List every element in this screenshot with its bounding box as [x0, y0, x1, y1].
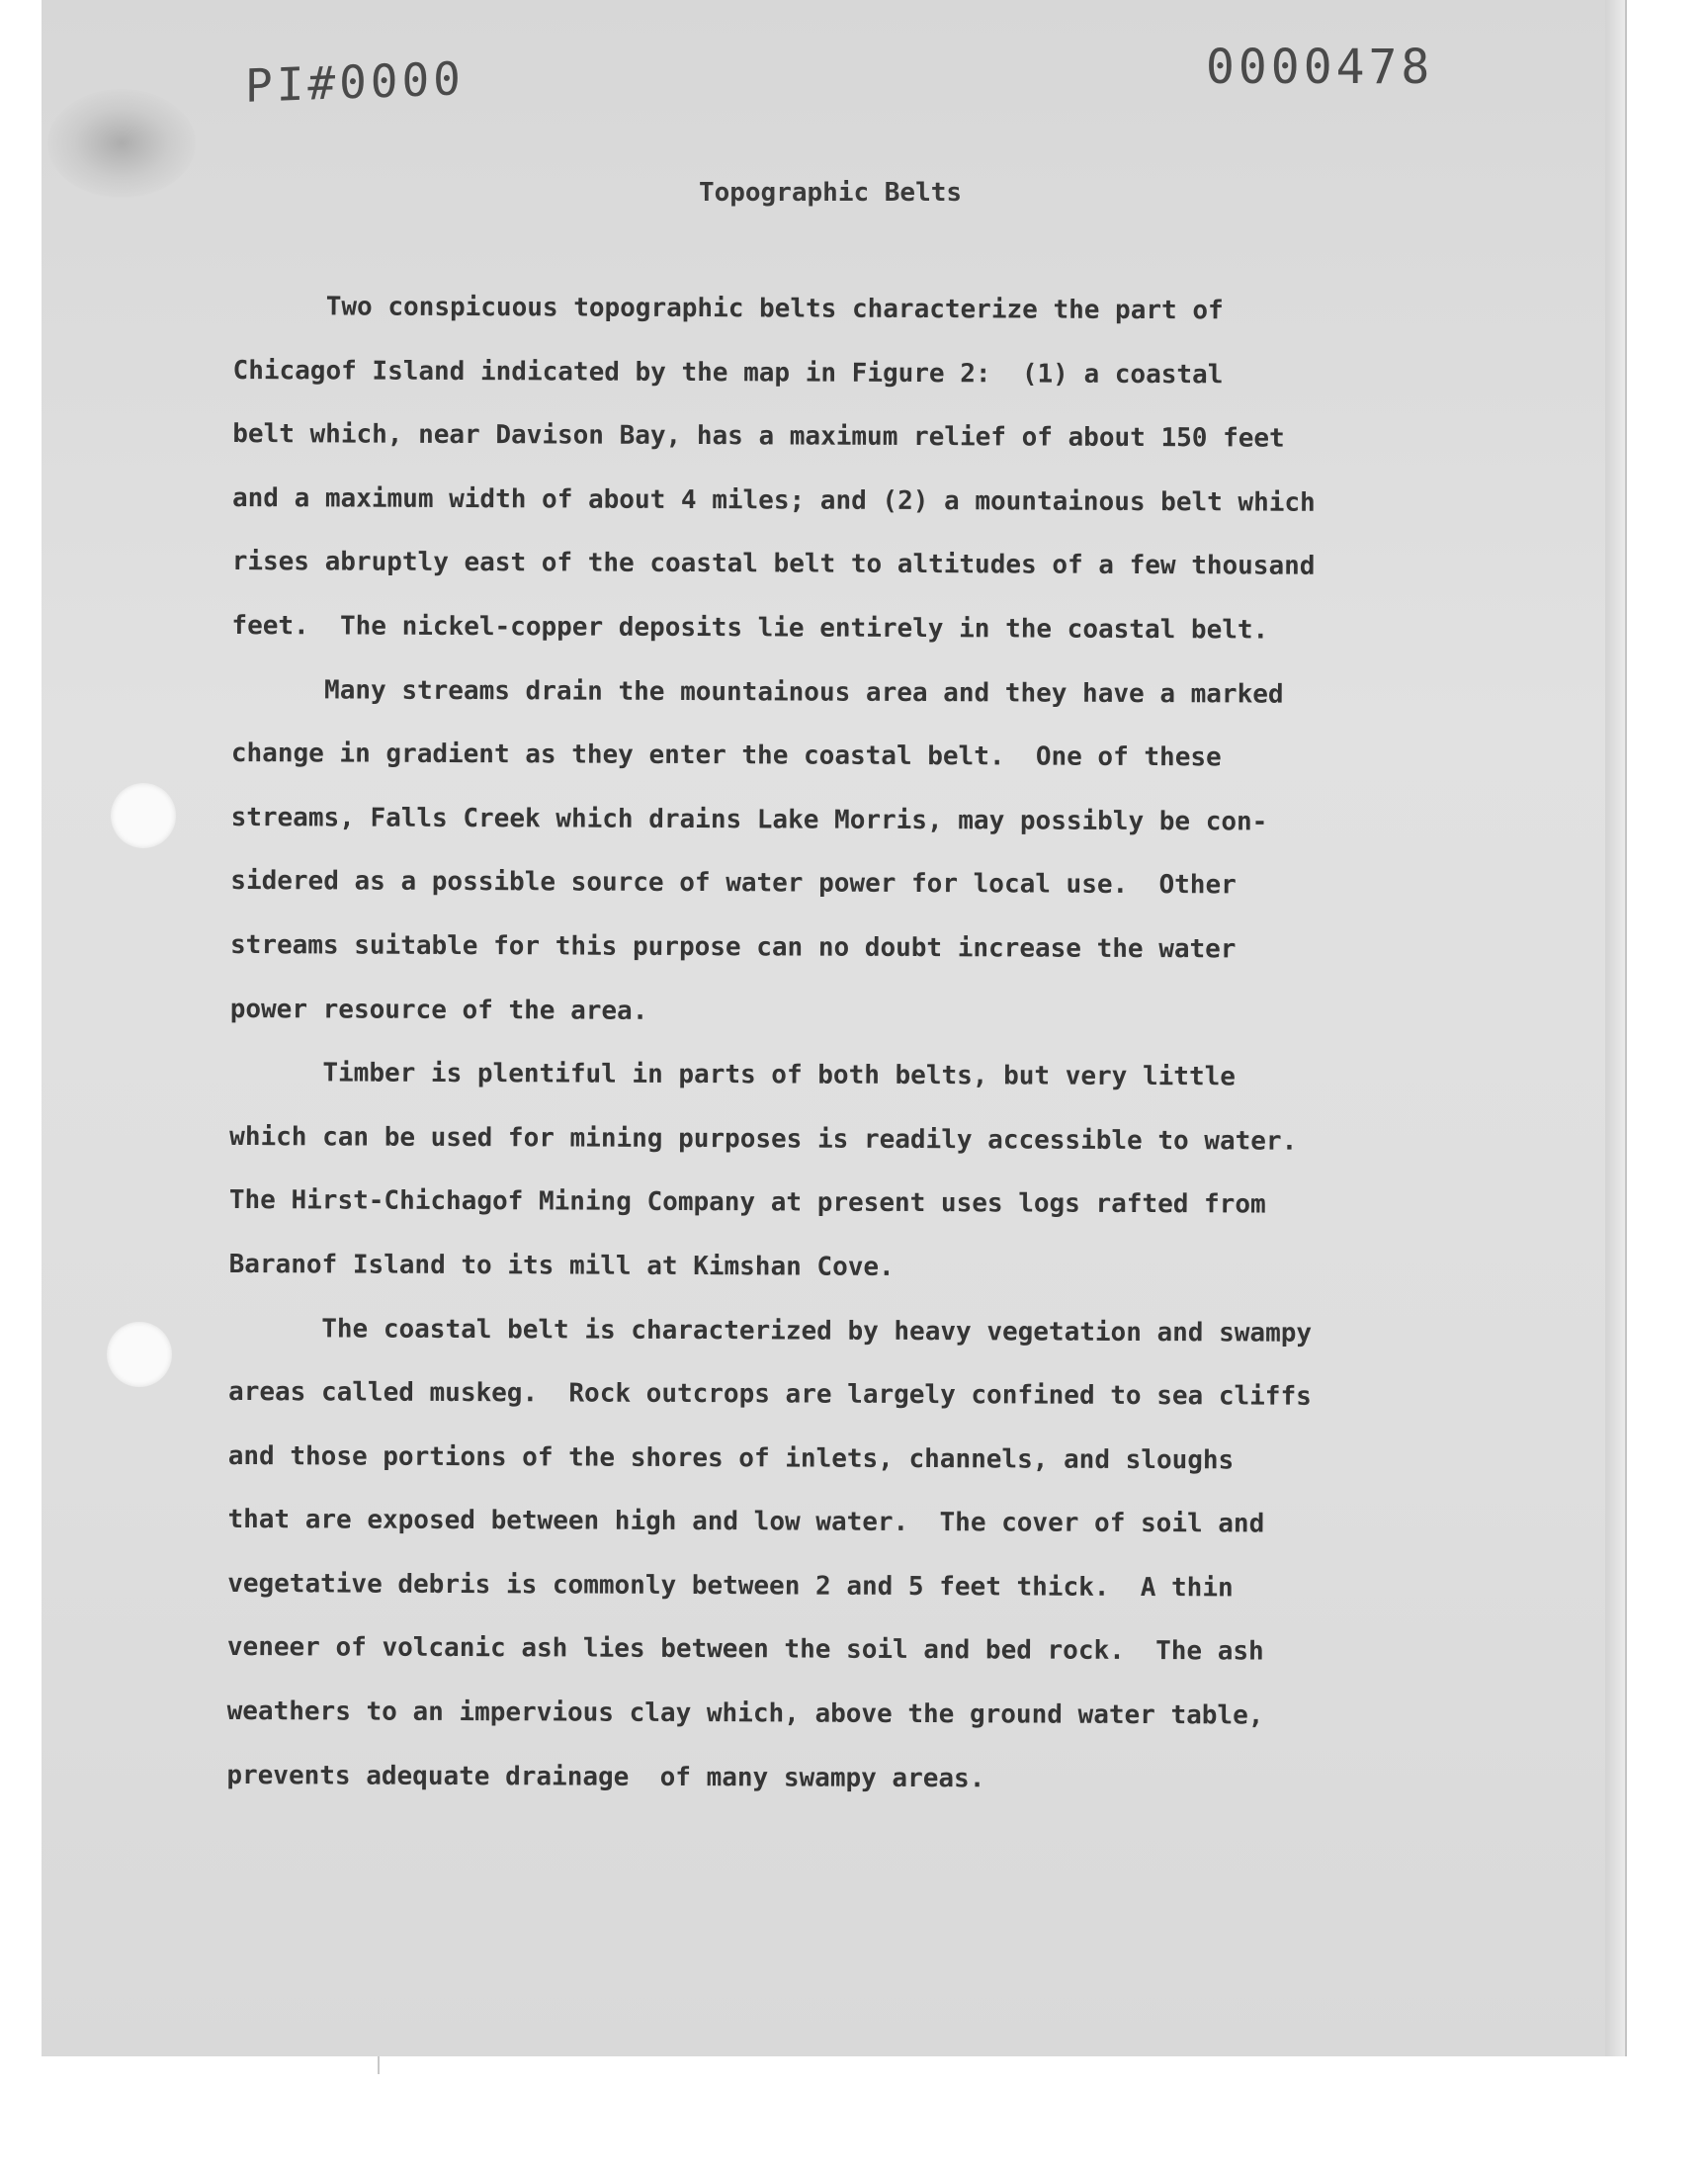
text-line: belt which, near Davison Bay, has a maximum relief of about 150 feet [232, 419, 1285, 454]
text-line: The Hirst-Chichagof Mining Company at present uses logs rafted from [228, 1185, 1266, 1220]
text-line: and a maximum width of about 4 miles; and (2) a mountainous belt which [231, 482, 1316, 518]
document-stamp-left: PI#0000 [245, 51, 465, 113]
text-line: rises abruptly east of the coastal belt to altitudes of a few thousand [231, 547, 1316, 582]
text-line: streams, Falls Creek which drains Lake Morris, may possibly be con- [230, 802, 1268, 837]
punch-hole [107, 1322, 172, 1387]
text-line: Chicagof Island indicated by the map in Figure 2: (1) a coastal [232, 355, 1224, 390]
text-line: Baranof Island to its mill at Kimshan Cove. [228, 1249, 895, 1282]
text-line: veneer of volcanic ash lies between the soil and bed rock. The ash [226, 1632, 1264, 1668]
body-text [226, 275, 1489, 1813]
text-line: change in gradient as they enter the coastal belt. One of these [230, 739, 1222, 773]
text-line: and those portions of the shores of inlets, channels, and sloughs [227, 1440, 1235, 1476]
text-line: Many streams drain the mountainous area and they have a marked [231, 674, 1284, 710]
text-line: weathers to an impervious clay which, above the ground water table, [226, 1696, 1264, 1731]
text-line: which can be used for mining purposes is readily accessible to water. [229, 1121, 1298, 1157]
text-line: feet. The nickel-copper deposits lie entirely in the coastal belt. [231, 610, 1269, 646]
text-line: Timber is plentiful in parts of both belts, but very little [229, 1058, 1237, 1092]
text-line: power resource of the area. [229, 994, 648, 1026]
text-line: Two conspicuous topographic belts characterize the part of [232, 291, 1224, 326]
page-number-stamp: 0000478 [1206, 40, 1434, 95]
text-line: vegetative debris is commonly between 2 and 5 feet thick. A thin [227, 1568, 1234, 1604]
page-edge [1605, 0, 1625, 2056]
text-line: areas called muskeg. Rock outcrops are largely confined to sea cliffs [228, 1377, 1312, 1412]
punch-hole [111, 783, 176, 848]
text-line: sidered as a possible source of water power for local use. Other [230, 866, 1237, 901]
scan-mark [378, 2056, 380, 2074]
page-title: Topographic Belts [698, 178, 963, 208]
text-line: The coastal belt is characterized by heavy vegetation and swampy [228, 1313, 1313, 1348]
text-line: streams suitable for this purpose can no doubt increase the water [229, 929, 1237, 965]
text-line: prevents adequate drainage of many swampy areas. [226, 1760, 985, 1793]
text-line: that are exposed between high and low water. The cover of soil and [227, 1505, 1265, 1539]
